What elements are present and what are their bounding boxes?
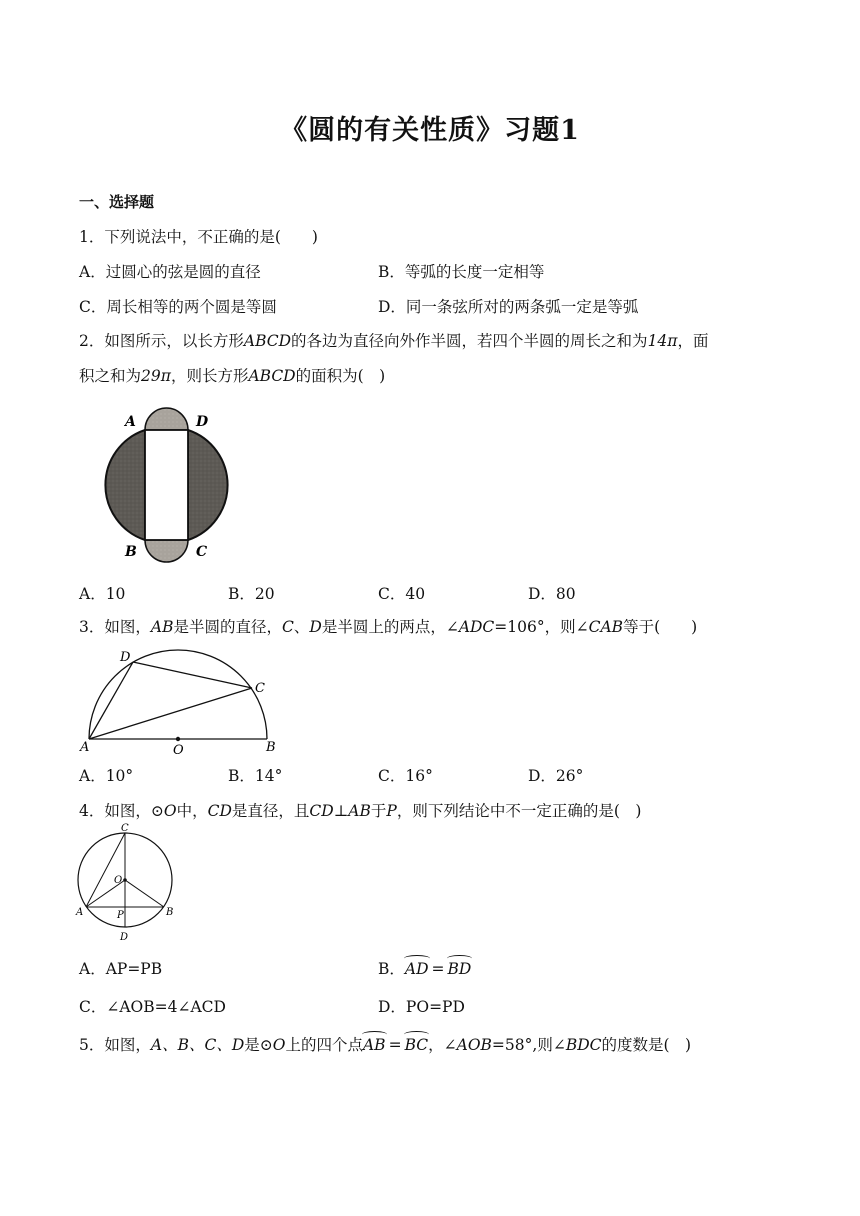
- q3-text: 是半圆的直径，: [173, 618, 282, 636]
- q4-text: 4．如图，⊙: [79, 802, 164, 820]
- q2-text: 的各边为直径向外作半圆，若四个半圆的周长之和为: [291, 332, 648, 350]
- q5-text: 5．如图，: [79, 1036, 151, 1054]
- q4-option-b-label: B．: [378, 960, 405, 978]
- q4-label-o: O: [114, 875, 123, 886]
- q2-option-d: D．80: [528, 585, 576, 603]
- q3-text: 是半圆上的两点，∠: [321, 618, 459, 636]
- q3-var: ADC: [458, 618, 495, 636]
- q4-text: 是直径，且: [231, 802, 310, 820]
- q4-text: ⊥: [333, 802, 349, 820]
- question-1-stem: 1．下列说法中，不正确的是( ): [79, 228, 318, 246]
- q3-label-a: A: [80, 740, 90, 755]
- q5-text: =58°: [491, 1036, 533, 1054]
- q5-var: A、B、C、D: [150, 1036, 245, 1054]
- q4-label-d: D: [120, 932, 129, 943]
- q4-arc-bd: BD: [447, 960, 472, 978]
- q4-text: 于: [370, 802, 387, 820]
- q4-text: 中，: [176, 802, 208, 820]
- q4-label-b: B: [166, 907, 174, 918]
- q5-angle-aob: ∠AOB: [443, 1036, 492, 1054]
- q3-var: CAB: [588, 618, 624, 636]
- section-heading: 一、选择题: [79, 193, 155, 211]
- q4-option-c: C．∠AOB=4∠ACD: [79, 998, 226, 1016]
- q1-option-b: B．等弧的长度一定相等: [378, 263, 545, 281]
- q4-label-p: P: [117, 910, 124, 921]
- q4-var: CD: [309, 802, 334, 820]
- q4-var: CD: [207, 802, 232, 820]
- q5-text: ，: [428, 1036, 444, 1054]
- q2-rect-name: ABCD: [243, 332, 292, 350]
- q4-option-d: D．PO=PD: [378, 998, 465, 1016]
- q5-arc-ab: AB: [362, 1036, 386, 1054]
- q4-line-ca: [86, 833, 125, 907]
- q2-text: 积之和为: [79, 367, 142, 385]
- q3-label-b: B: [266, 740, 276, 755]
- q4-line-ob: [125, 880, 164, 907]
- q2-label-d: D: [196, 414, 209, 430]
- q5-text: 上的四个点: [285, 1036, 363, 1054]
- q2-label-b: B: [125, 544, 137, 560]
- q1-option-c: C．周长相等的两个圆是等圆: [79, 298, 277, 316]
- q2-text: ，则长方形: [170, 367, 249, 385]
- q2-option-b: B．20: [228, 585, 275, 603]
- q5-equals: =: [388, 1036, 402, 1054]
- q2-text: 2．如图所示，以长方形: [79, 332, 244, 350]
- q4-center-dot: [123, 878, 127, 882]
- q5-text: ,则: [532, 1036, 553, 1054]
- q2-rect-name: ABCD: [248, 367, 296, 385]
- q2-perimeter-sum: 14π: [647, 332, 678, 350]
- q4-arc-ad: AD: [404, 960, 429, 978]
- q5-text: 是⊙: [244, 1036, 273, 1054]
- q2-option-a: A．10: [79, 585, 126, 603]
- q4-option-a: A．AP=PB: [79, 960, 163, 978]
- q4-option-b: [378, 957, 471, 979]
- q5-var: O: [272, 1036, 286, 1054]
- q4-text: ，则下列结论中不一定正确的是( ): [396, 802, 642, 820]
- q3-option-d: D．26°: [528, 767, 584, 785]
- q4-label-a: A: [76, 907, 84, 918]
- q4-var: O: [163, 802, 177, 820]
- q4-var: AB: [348, 802, 371, 820]
- q2-area-sum: 29π: [141, 367, 171, 385]
- q4-var: P: [386, 802, 397, 820]
- q3-option-a: A．10°: [79, 767, 134, 785]
- q3-var: AB: [150, 618, 174, 636]
- q3-label-d: D: [120, 650, 131, 665]
- q5-arc-bc: BC: [404, 1036, 429, 1054]
- q2-text: 的面积为( ): [295, 367, 386, 385]
- q3-label-o: O: [173, 743, 184, 758]
- q3-var: C: [281, 618, 294, 636]
- q3-text: 等于( ): [623, 618, 698, 636]
- q5-text: 的度数是( ): [601, 1036, 692, 1054]
- q3-var: D: [309, 618, 322, 636]
- q2-option-c: C．40: [378, 585, 426, 603]
- q3-option-c: C．16°: [378, 767, 433, 785]
- q3-option-b: B．14°: [228, 767, 283, 785]
- q5-angle-bdc: ∠BDC: [552, 1036, 602, 1054]
- q3-text: 、: [293, 618, 310, 636]
- q1-option-d: D．同一条弦所对的两条弧一定是等弧: [378, 298, 639, 316]
- q2-text: ，面: [677, 332, 709, 350]
- question-5-stem: [79, 1033, 691, 1055]
- q4-label-c: C: [121, 823, 129, 834]
- q3-label-c: C: [255, 681, 265, 696]
- q3-text: =106°，则∠: [494, 618, 589, 636]
- page-title: 《圆的有关性质》习题1: [280, 115, 580, 146]
- q2-label-c: C: [196, 544, 208, 560]
- q2-label-a: A: [125, 414, 136, 430]
- q1-option-a: A．过圆心的弦是圆的直径: [79, 263, 261, 281]
- q4-equals: =: [431, 960, 445, 978]
- q3-text: 3．如图，: [79, 618, 151, 636]
